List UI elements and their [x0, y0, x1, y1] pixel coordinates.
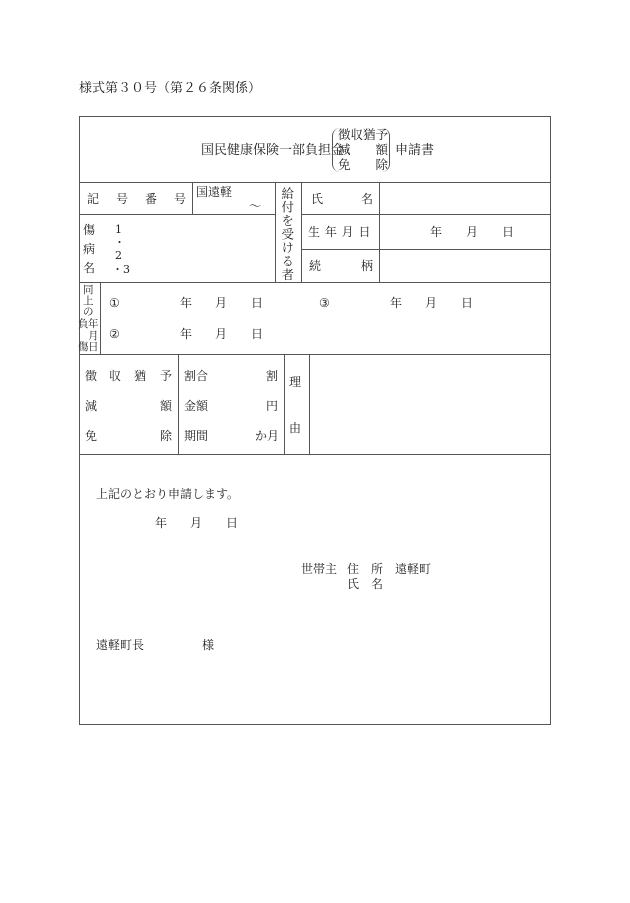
type-2-char-2: 額	[160, 399, 173, 413]
number-tilde: 〜	[249, 199, 262, 213]
onset-mark-1: ①	[109, 296, 120, 310]
number-label-4: 号	[174, 192, 187, 206]
type-2-char-1: 減	[85, 399, 98, 413]
onset-2-month: 月	[215, 327, 228, 341]
number-label-2: 号	[116, 192, 129, 206]
onset-3-month: 月	[425, 296, 438, 310]
addressee-honorific: 様	[202, 638, 215, 652]
title-main: 国民健康保険一部負担金	[201, 143, 345, 158]
onset-1-year: 年	[180, 296, 193, 310]
disease-item-2: 2	[115, 249, 122, 262]
onset-char-6: 月	[88, 330, 99, 342]
relation-field[interactable]	[381, 251, 549, 280]
type-3-char-1: 免	[85, 429, 98, 443]
reason-label-1: 理	[289, 375, 302, 389]
type-1-char-1: 徴	[85, 369, 98, 383]
onset-char-8: 日	[88, 341, 99, 353]
onset-1-month: 月	[215, 296, 228, 310]
onset-label-layout	[80, 284, 100, 354]
disease-label-3: 名	[83, 261, 96, 275]
title-option-2: 減 額	[338, 142, 389, 157]
onset-2-year: 年	[180, 327, 193, 341]
dob-year: 年	[430, 225, 443, 239]
onset-char-3: の	[83, 306, 94, 318]
applicant-role: 世帯主	[301, 562, 338, 576]
dob-day: 日	[502, 225, 515, 239]
onset-mark-2: ②	[109, 327, 120, 341]
number-label-1: 記	[87, 192, 100, 206]
date-month: 月	[190, 516, 203, 530]
applicant-address-label: 住 所	[347, 562, 384, 576]
onset-char-2: 上	[83, 295, 94, 307]
reason-label-2: 由	[289, 421, 302, 435]
onset-mark-3: ③	[319, 296, 330, 310]
date-year: 年	[155, 516, 168, 530]
number-prefix[interactable]: 国遠軽	[196, 185, 233, 199]
field-period-label: 期間	[184, 429, 209, 443]
recipient-dob-label: 生 年 月 日	[308, 225, 371, 239]
title-option-1: 徴収猶予	[338, 127, 389, 142]
onset-char-1: 同	[83, 284, 94, 296]
relation-label-1: 続	[309, 259, 322, 273]
onset-char-5: 年	[88, 318, 99, 330]
field-amount-label: 金額	[184, 399, 209, 413]
dob-month: 月	[466, 225, 479, 239]
field-ratio-unit: 割	[266, 369, 279, 383]
form-number: 様式第３０号（第２６条関係）	[79, 81, 262, 96]
onset-3-day: 日	[461, 296, 474, 310]
applicant-address-value[interactable]: 遠軽町	[395, 562, 432, 576]
title-suffix: 申請書	[395, 143, 435, 158]
disease-item-1: 1	[115, 223, 122, 236]
relation-label-2: 柄	[361, 259, 374, 273]
recipient-label: 給付を受ける者	[279, 187, 295, 282]
recipient-name-label-1: 氏	[311, 192, 324, 206]
addressee-name: 遠軽町長	[96, 638, 145, 652]
type-1-char-3: 猶	[134, 369, 147, 383]
onset-char-7: 傷	[78, 341, 89, 353]
title-option-3: 免 除	[338, 157, 389, 172]
disease-item-3: ・3	[112, 263, 130, 276]
field-period-unit: か月	[255, 429, 280, 443]
onset-2-day: 日	[251, 327, 264, 341]
recipient-name-field[interactable]	[381, 184, 549, 212]
onset-3-year: 年	[390, 296, 403, 310]
type-3-char-2: 除	[160, 429, 173, 443]
field-amount-unit: 円	[266, 399, 279, 413]
field-ratio-label: 割合	[184, 369, 209, 383]
date-day: 日	[226, 516, 239, 530]
onset-char-4: 負	[78, 318, 89, 330]
disease-label-1: 傷	[83, 223, 96, 237]
disease-label-2: 病	[83, 242, 96, 256]
onset-1-day: 日	[251, 296, 264, 310]
type-1-char-4: 予	[160, 369, 173, 383]
declaration-text: 上記のとおり申請します。	[96, 487, 240, 501]
applicant-name-label: 氏 名	[347, 577, 384, 591]
recipient-name-label-2: 名	[361, 192, 374, 206]
number-label-3: 番	[145, 192, 158, 206]
disease-sep-1: ・	[114, 236, 125, 249]
reason-field[interactable]	[311, 356, 549, 452]
type-1-char-2: 収	[109, 369, 122, 383]
